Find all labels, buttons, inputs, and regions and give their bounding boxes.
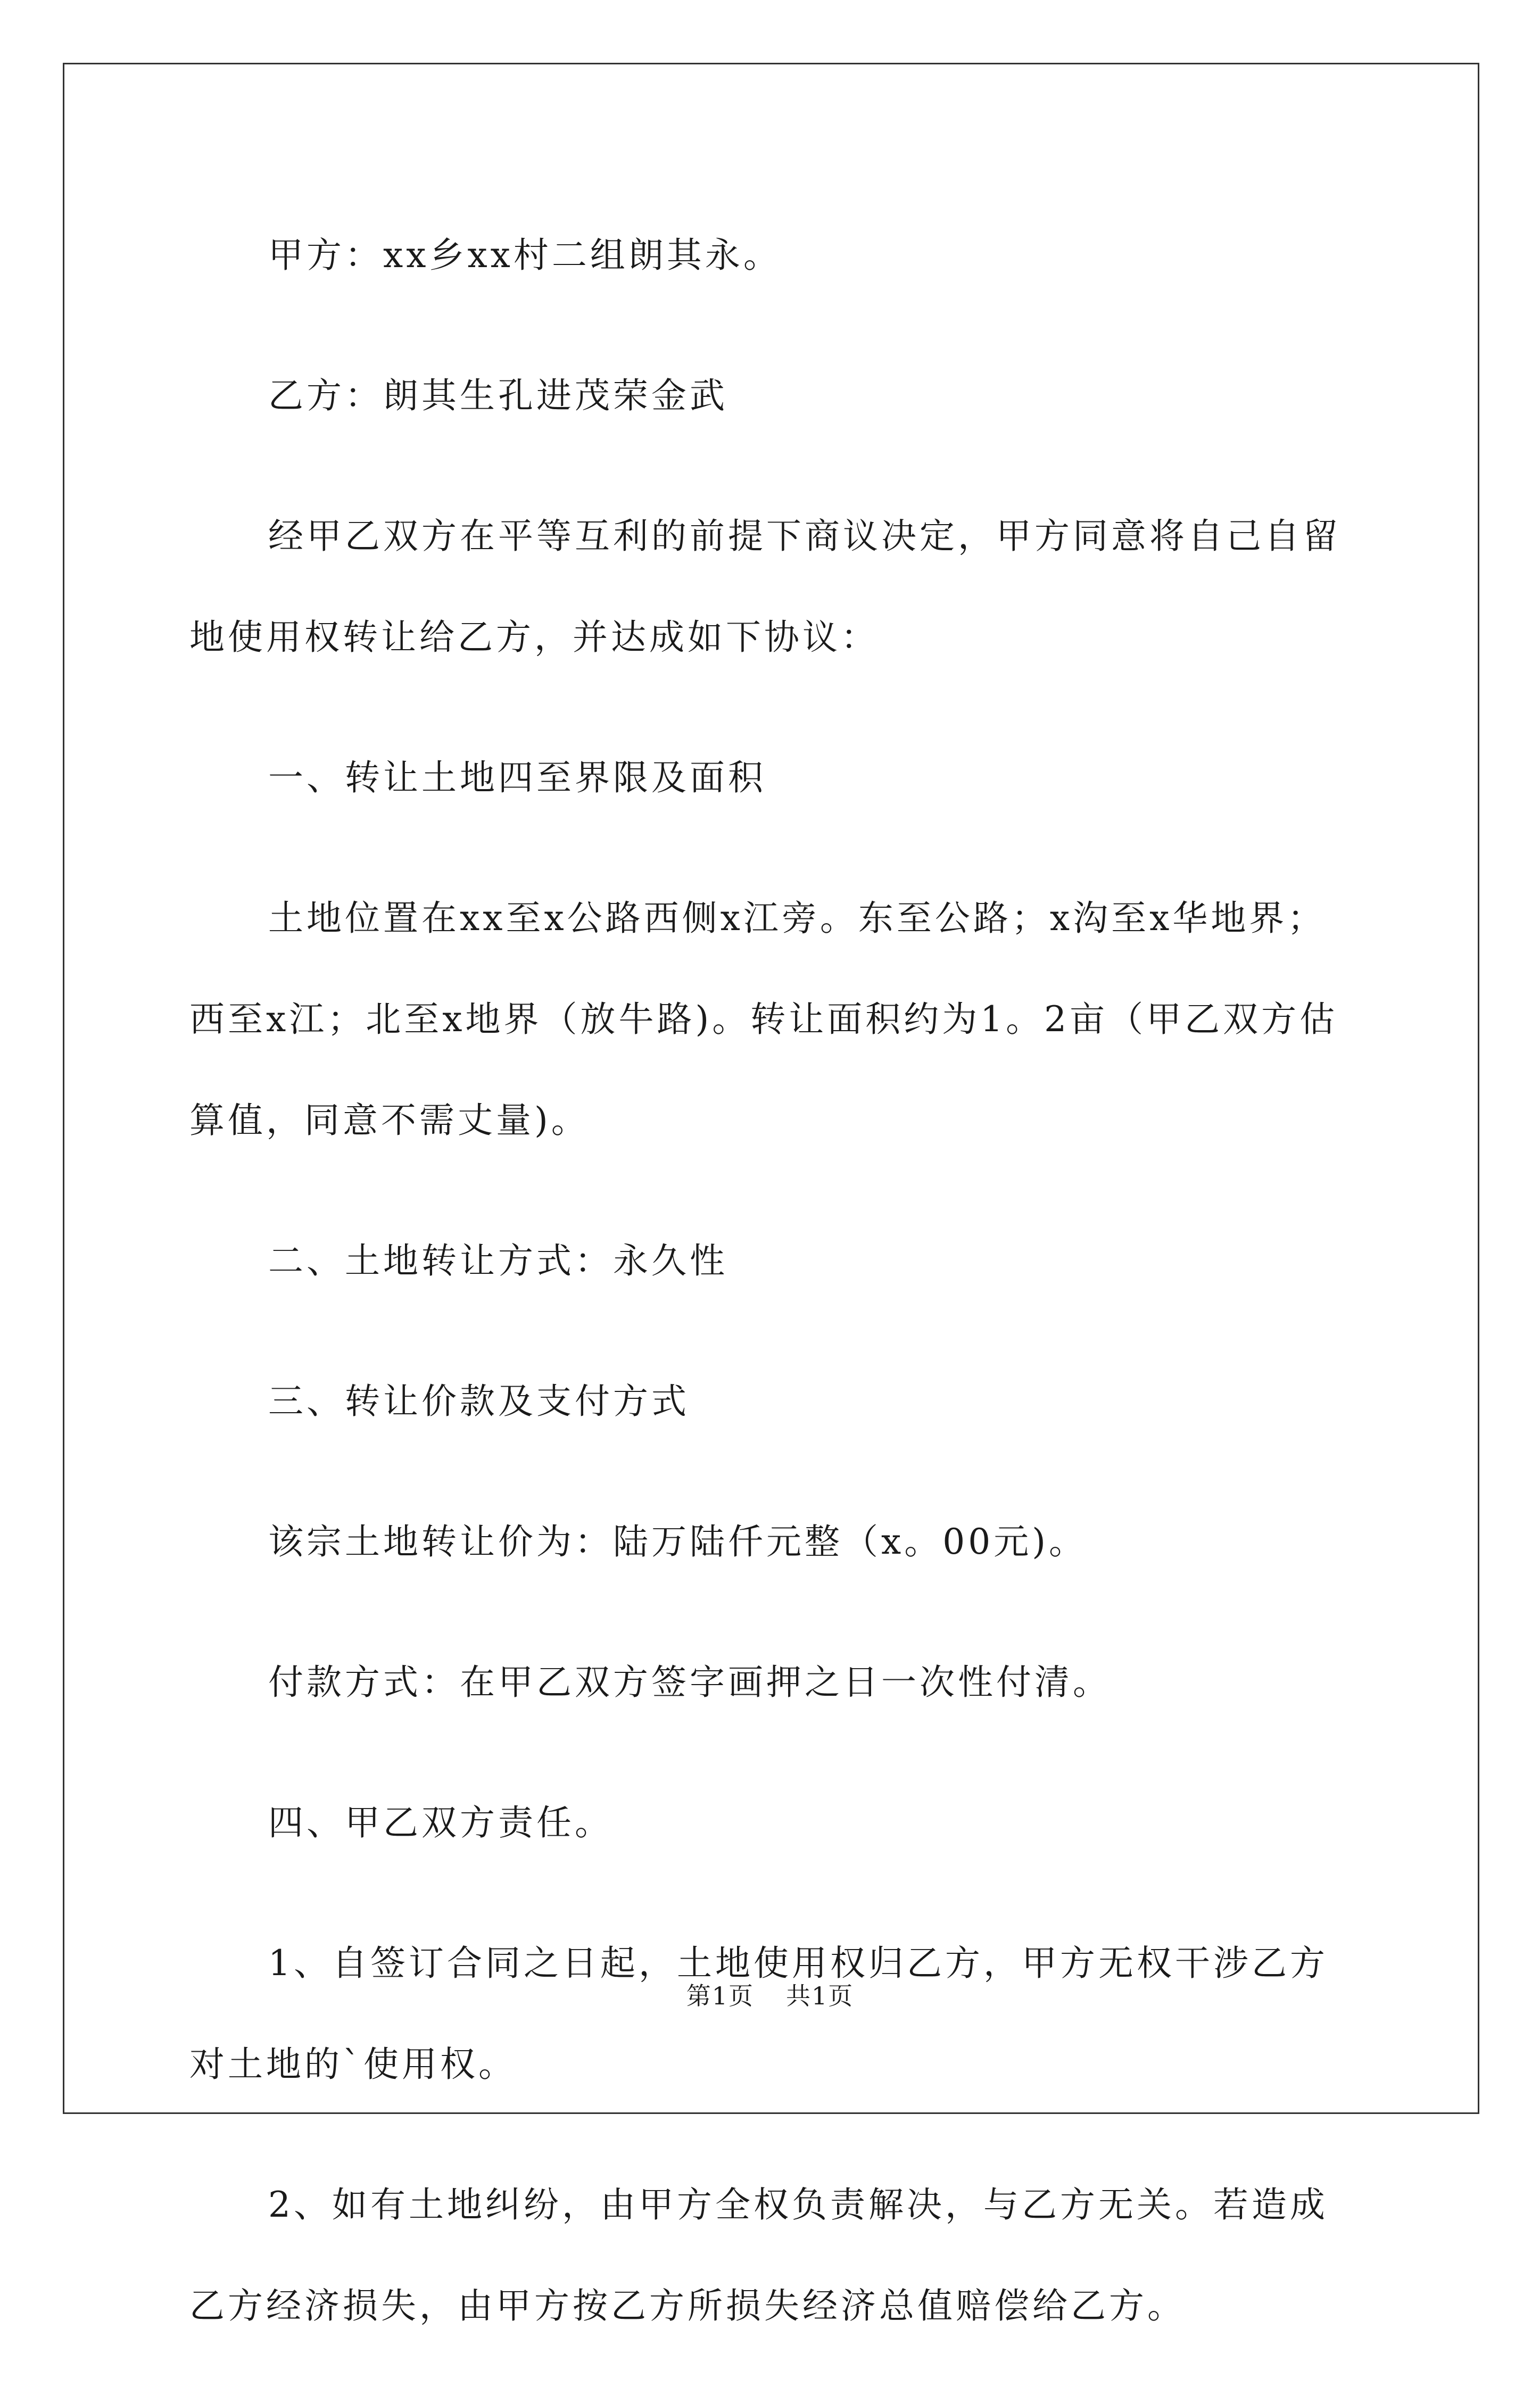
price-paragraph: 该宗土地转让价为：陆万陆仟元整（x。00元)。 [268,1521,1087,1562]
party-b-line: 乙方：朗其生孔进茂荣金武 [268,375,728,416]
party-a-line: 甲方：xx乡xx村二组朗其永。 [268,235,782,276]
land-location-paragraph: 土地位置在xx至x公路西侧x江旁。东至公路；x沟至x华地界；西至x江；北至x地界（放牛路)。转让面积约为1。2亩（甲乙双方估算值，同意不需丈量)。 [189,898,1338,1141]
document-body [189,205,1355,2396]
responsibility-item-2: 2、如有土地纠纷，由甲方全权负责解决，与乙方无关。若造成乙方经济损失，由甲方按乙方所损失经济总值赔偿给乙方。 [189,2184,1328,2326]
page-number-current: 第1页 [686,1982,754,2010]
payment-paragraph: 付款方式：在甲乙双方签字画押之日一次性付清。 [268,1662,1111,1703]
section-heading-4: 四、甲乙双方责任。 [268,1802,613,1843]
page-footer [0,1977,1540,2012]
section-heading-1: 一、转让土地四至界限及面积 [268,757,766,798]
section-heading-3: 三、转让价款及支付方式 [268,1381,690,1422]
responsibility-item-1: 1、自签订合同之日起，土地使用权归乙方，甲方无权干涉乙方对土地的`使用权。 [189,1943,1328,2085]
section-heading-2: 二、土地转让方式：永久性 [268,1240,728,1281]
page-number-total: 共1页 [786,1982,854,2010]
intro-paragraph: 经甲乙双方在平等互利的前提下商议决定，甲方同意将自己自留地使用权转让给乙方，并达成如下协议： [189,516,1341,658]
